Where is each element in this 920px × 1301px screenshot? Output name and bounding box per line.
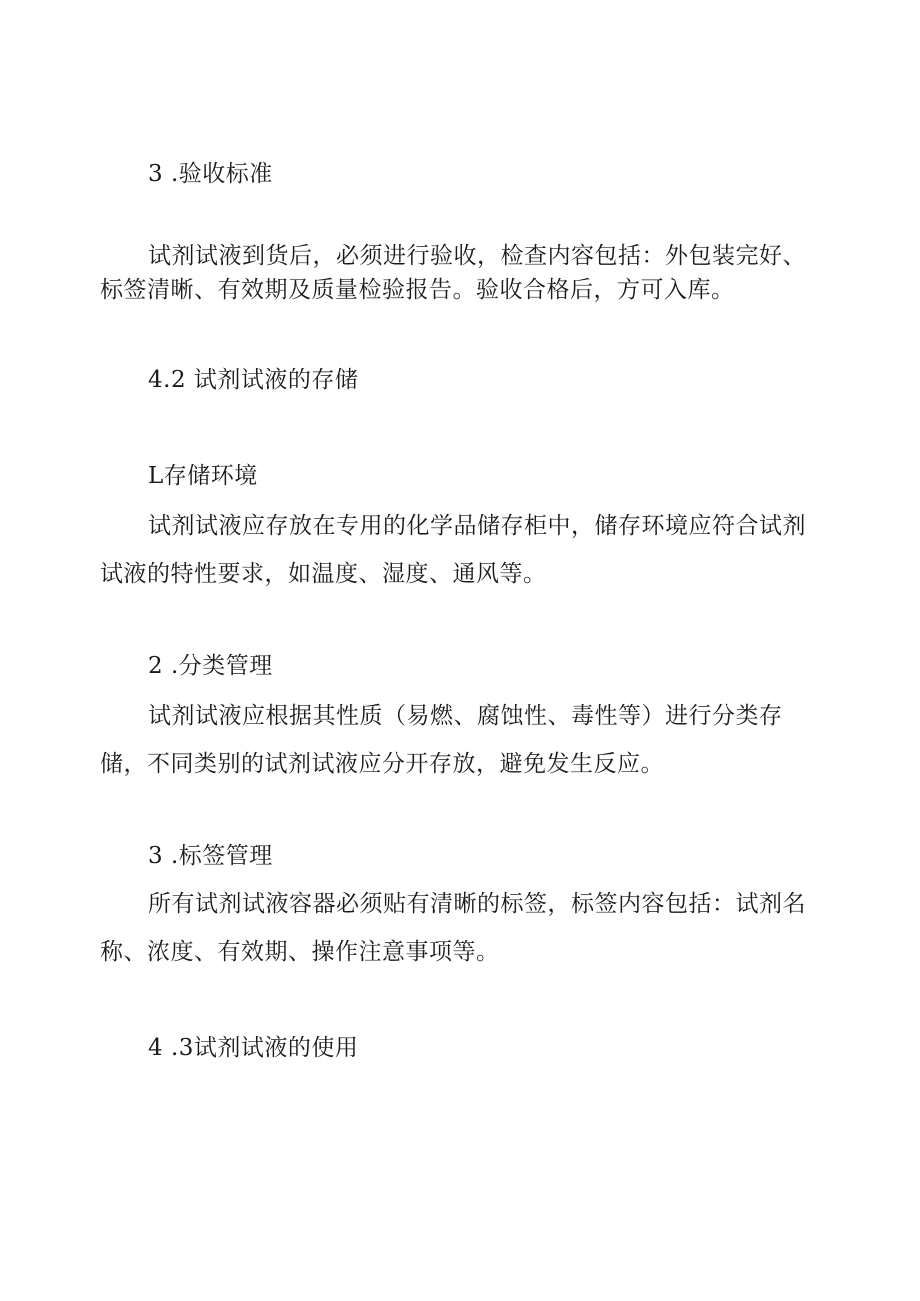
section-heading-acceptance-standard: 3 .验收标准 [148,161,273,187]
paragraph-acceptance-line-1: 试剂试液到货后，必须进行验收，检查内容包括：外包装完好、 [148,243,806,269]
paragraph-storage-environment-line-1: 试剂试液应存放在专用的化学品储存柜中，储存环境应符合试剂 [148,513,806,539]
paragraph-classification-line-2: 储，不同类别的试剂试液应分开存放，避免发生反应。 [100,751,664,777]
section-heading-label-management: 3 .标签管理 [148,843,273,869]
section-heading-storage-environment: L存储环境 [148,463,258,489]
paragraph-storage-environment-line-2: 试液的特性要求，如温度、湿度、通风等。 [100,561,547,587]
section-heading-reagent-usage: 4 .3试剂试液的使用 [148,1035,359,1061]
section-heading-reagent-storage: 4.2 试剂试液的存储 [148,367,359,393]
paragraph-label-line-1: 所有试剂试液容器必须贴有清晰的标签，标签内容包括：试剂名 [148,891,806,917]
section-heading-classification-management: 2 .分类管理 [148,653,273,679]
paragraph-acceptance-line-2: 标签清晰、有效期及质量检验报告。验收合格后，方可入库。 [100,277,735,303]
paragraph-label-line-2: 称、浓度、有效期、操作注意事项等。 [100,939,500,965]
paragraph-classification-line-1: 试剂试液应根据其性质（易燃、腐蚀性、毒性等）进行分类存 [148,703,783,729]
